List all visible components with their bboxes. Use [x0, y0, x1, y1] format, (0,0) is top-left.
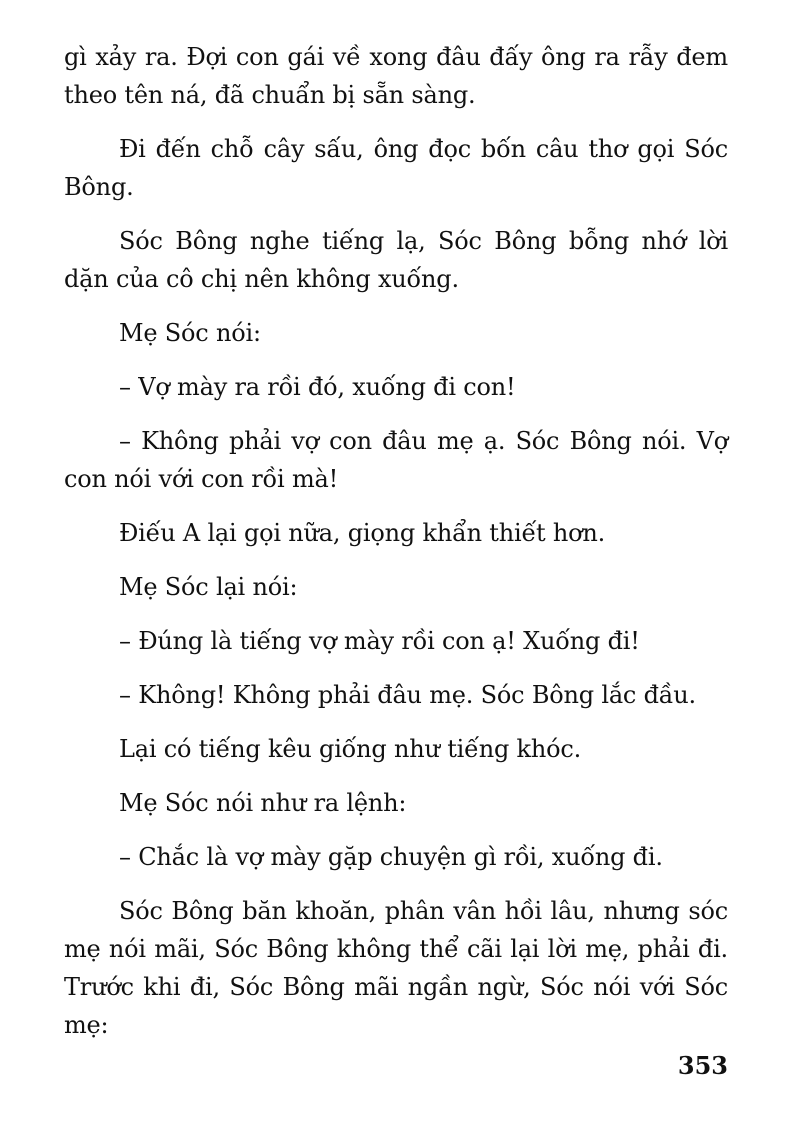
paragraph-11: Lại có tiếng kêu giống như tiếng khóc. [119, 735, 582, 763]
paragraph-7: Điếu A lại gọi nữa, giọng khẩn thiết hơn. [119, 519, 606, 547]
page-number: 353 [677, 1051, 728, 1080]
paragraph-10: – Không! Không phải đâu mẹ. Sóc Bông lắc đầu. [119, 681, 696, 709]
paragraph-14: Sóc Bông băn khoăn, phân vân hồi lâu, nhưng sóc mẹ nói mãi, Sóc Bông không thể cãi lại lời mẹ, phải đi. Trước khi đi, Sóc Bông mãi ngần ngừ, Sóc nói với Sóc mẹ: [64, 897, 728, 1039]
paragraph-1: gì xảy ra. Đợi con gái về xong đâu đấy ông ra rẫy đem theo tên ná, đã chuẩn bị sẵn sàng. [64, 43, 728, 109]
paragraph-6: – Không phải vợ con đâu mẹ ạ. Sóc Bông nói. Vợ con nói với con rồi mà! [64, 427, 728, 493]
paragraph-9: – Đúng là tiếng vợ mày rồi con ạ! Xuống đi! [119, 627, 640, 655]
paragraph-2: Đi đến chỗ cây sấu, ông đọc bốn câu thơ gọi Sóc Bông. [64, 135, 728, 201]
paragraph-3: Sóc Bông nghe tiếng lạ, Sóc Bông bỗng nhớ lời dặn của cô chị nên không xuống. [64, 227, 728, 293]
paragraph-4: Mẹ Sóc nói: [119, 319, 261, 347]
paragraph-5: – Vợ mày ra rồi đó, xuống đi con! [119, 373, 516, 401]
paragraph-13: – Chắc là vợ mày gặp chuyện gì rồi, xuống đi. [119, 843, 663, 871]
page-body [64, 38, 728, 1060]
paragraph-8: Mẹ Sóc lại nói: [119, 573, 298, 601]
paragraph-12: Mẹ Sóc nói như ra lệnh: [119, 789, 407, 817]
